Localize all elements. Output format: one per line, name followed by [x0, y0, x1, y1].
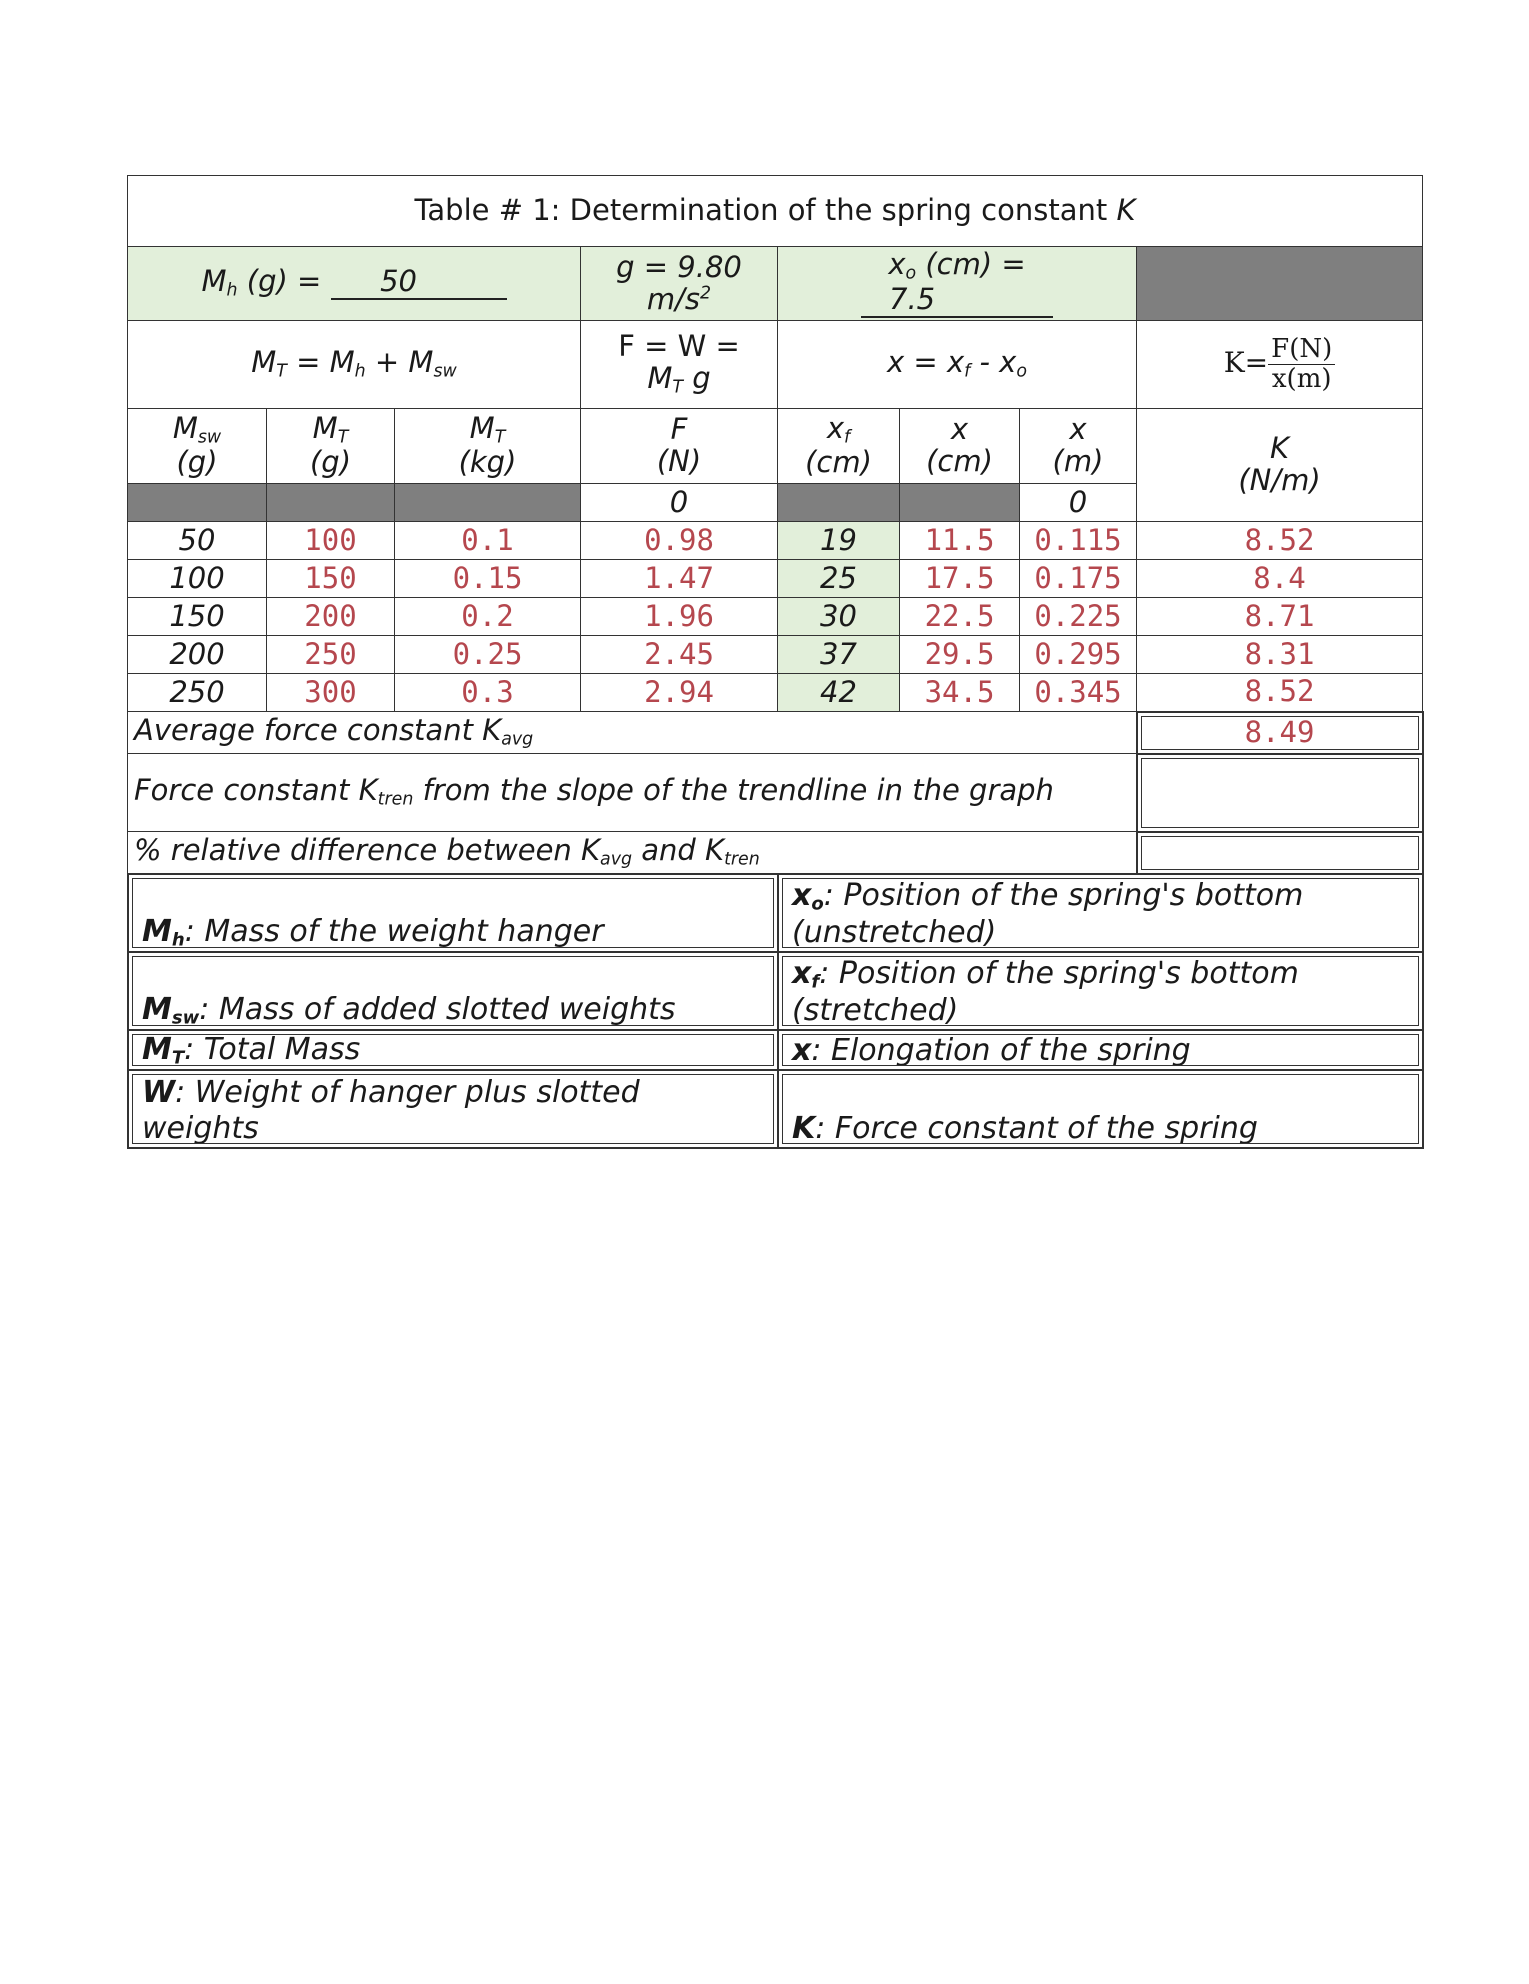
cell-k: 8.52 — [1137, 522, 1423, 560]
cell-xf: 25 — [778, 560, 900, 598]
cell-mt-kg: 0.1 — [395, 522, 581, 560]
avg-k-value: 8.49 — [1137, 712, 1423, 754]
cell-force: 1.96 — [581, 598, 778, 636]
table-row — [128, 674, 1423, 712]
legend-table — [127, 873, 1424, 1149]
initial-position-cell: $x_o$ (cm) = 7.5 — [778, 247, 1137, 321]
cell-force: 1.47 — [581, 560, 778, 598]
cell-x-m: 0.345 — [1020, 674, 1137, 712]
relative-difference-value — [1137, 832, 1423, 874]
table-row — [128, 522, 1423, 560]
cell-x-cm: 29.5 — [900, 636, 1020, 674]
cell-xf: 37 — [778, 636, 900, 674]
cell-msw: 200 — [128, 636, 267, 674]
cell-msw: 100 — [128, 560, 267, 598]
cell-x-m: 0.175 — [1020, 560, 1137, 598]
cell-force: 0.98 — [581, 522, 778, 560]
table-row — [128, 598, 1423, 636]
cell-xf: 19 — [778, 522, 900, 560]
k-formula: K= $\frac{F(N)}{x(m)}$ — [1137, 321, 1423, 409]
header-mt-g: $M_T$ (g) — [267, 409, 395, 484]
cell-k: 8.71 — [1137, 598, 1423, 636]
cell-mt-kg: 0.2 — [395, 598, 581, 636]
header-mt-kg: $M_T$ (kg) — [395, 409, 581, 484]
total-mass-formula: $M_T = M_h + M_{sw}$ — [128, 321, 581, 409]
header-x-m: x (m) — [1020, 409, 1137, 484]
legend-k: K: Force constant of the spring — [778, 1070, 1423, 1148]
relative-difference-label: % relative difference between $K_{avg}$ and $K_{tren}$ — [128, 832, 1137, 874]
gray-cell — [128, 484, 267, 522]
legend-xo: $x_o$: Position of the spring's bottom (unstretched) — [778, 874, 1423, 952]
trendline-k-label: Force constant $K_{tren}$ from the slope of the trendline in the graph — [128, 754, 1137, 832]
cell-msw: 150 — [128, 598, 267, 636]
legend-w: W: Weight of hanger plus slotted weights — [128, 1070, 778, 1148]
cell-k: 8.31 — [1137, 636, 1423, 674]
legend-msw: $M_{sw}$: Mass of added slotted weights — [128, 952, 778, 1030]
legend-mt: $M_T$: Total Mass — [128, 1030, 778, 1070]
legend-xf: $x_f$: Position of the spring's bottom (stretched) — [778, 952, 1423, 1030]
cell-x-cm: 17.5 — [900, 560, 1020, 598]
force-formula: F = W = $M_T$ g — [581, 321, 778, 409]
cell-mt-kg: 0.25 — [395, 636, 581, 674]
cell-msw: 50 — [128, 522, 267, 560]
cell-x-m: 0.115 — [1020, 522, 1137, 560]
gray-cell — [778, 484, 900, 522]
table-row — [128, 560, 1423, 598]
cell-mt-kg: 0.15 — [395, 560, 581, 598]
cell-force: 2.45 — [581, 636, 778, 674]
zero-elongation: 0 — [1020, 484, 1137, 522]
cell-k: 8.52 — [1137, 674, 1423, 712]
cell-xf: 42 — [778, 674, 900, 712]
cell-mt-g: 150 — [267, 560, 395, 598]
legend-mh: $M_h$: Mass of the weight hanger — [128, 874, 778, 952]
cell-xf: 30 — [778, 598, 900, 636]
cell-mt-g: 200 — [267, 598, 395, 636]
cell-k: 8.4 — [1137, 560, 1423, 598]
cell-x-m: 0.225 — [1020, 598, 1137, 636]
elongation-formula: $x = x_f - x_o$ — [778, 321, 1137, 409]
gray-cell — [1137, 247, 1423, 321]
header-k: K (N/m) — [1137, 409, 1423, 522]
legend-x: x: Elongation of the spring — [778, 1030, 1423, 1070]
table-row — [128, 636, 1423, 674]
zero-force: 0 — [581, 484, 778, 522]
gray-cell — [395, 484, 581, 522]
cell-mt-g: 100 — [267, 522, 395, 560]
header-xf: $x_f$ (cm) — [778, 409, 900, 484]
cell-x-m: 0.295 — [1020, 636, 1137, 674]
header-x-cm: x (cm) — [900, 409, 1020, 484]
header-msw: $M_{sw}$ (g) — [128, 409, 267, 484]
cell-x-cm: 22.5 — [900, 598, 1020, 636]
trendline-k-value — [1137, 754, 1423, 832]
hanger-mass-value: 50 — [331, 266, 507, 300]
hanger-mass-cell: $M_h$ (g) = 50 — [128, 247, 581, 321]
cell-mt-kg: 0.3 — [395, 674, 581, 712]
cell-force: 2.94 — [581, 674, 778, 712]
gravity-cell: g = 9.80 $m/s^2$ — [581, 247, 778, 321]
table-title: Table # 1: Determination of the spring constant K — [128, 176, 1423, 247]
avg-k-label: Average force constant $K_{avg}$ — [128, 712, 1137, 754]
header-f: F (N) — [581, 409, 778, 484]
spring-constant-table — [127, 175, 1424, 875]
gray-cell — [267, 484, 395, 522]
cell-mt-g: 300 — [267, 674, 395, 712]
cell-x-cm: 11.5 — [900, 522, 1020, 560]
initial-position-value: 7.5 — [861, 284, 1053, 318]
gray-cell — [900, 484, 1020, 522]
cell-msw: 250 — [128, 674, 267, 712]
cell-x-cm: 34.5 — [900, 674, 1020, 712]
cell-mt-g: 250 — [267, 636, 395, 674]
